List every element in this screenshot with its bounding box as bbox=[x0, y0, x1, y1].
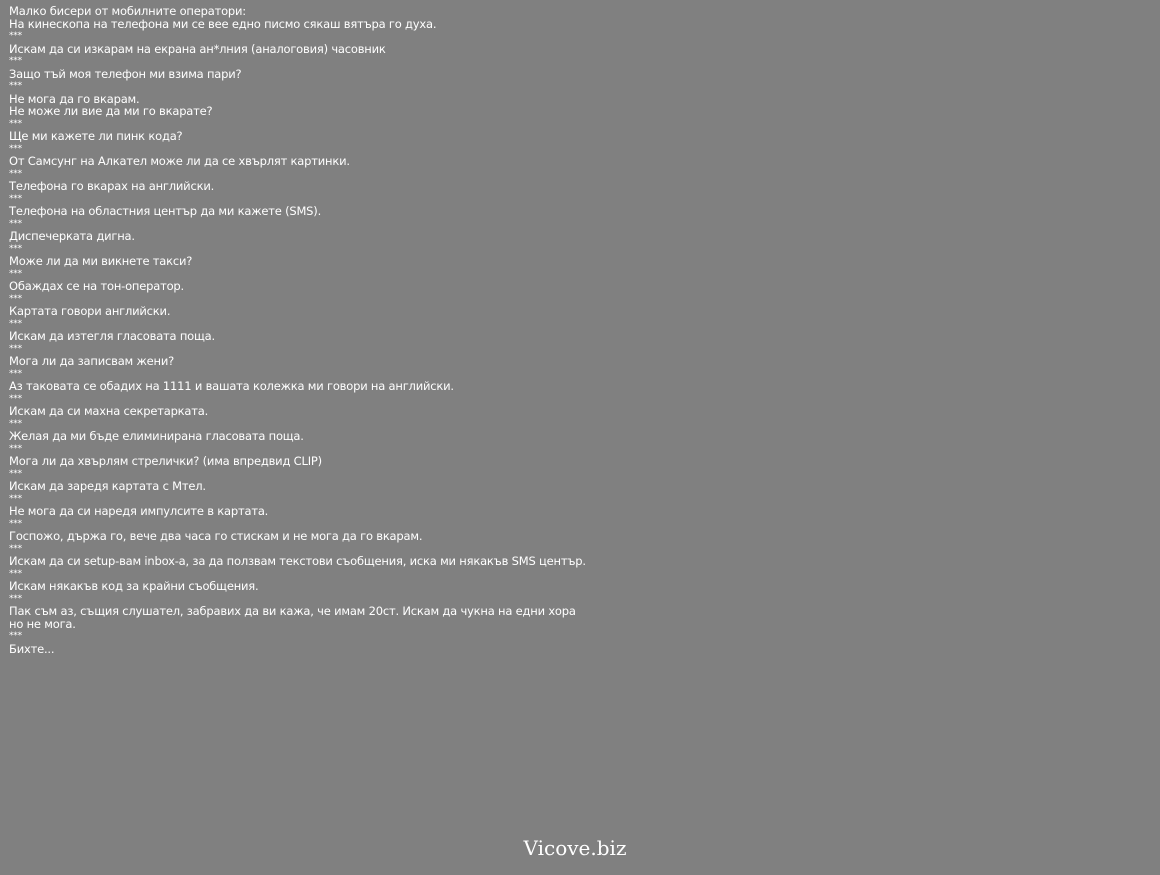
joke-line: Ще ми кажете ли пинк кода? bbox=[9, 129, 183, 143]
separator: *** bbox=[9, 193, 22, 204]
joke-line: Диспечерката дигна. bbox=[9, 229, 135, 243]
joke-line: Малко бисери от мобилните оператори: bbox=[9, 4, 246, 18]
separator: *** bbox=[9, 343, 22, 354]
joke-line: Искам да си махна секретарката. bbox=[9, 404, 209, 418]
joke-line: От Самсунг на Алкател може ли да се хвърлят картинки. bbox=[9, 154, 350, 168]
joke-line: Искам да изтегля гласовата поща. bbox=[9, 329, 215, 343]
separator: *** bbox=[9, 81, 22, 91]
joke-line: Аз таковата се обадих на 1111 и вашата колежка ми говори на английски. bbox=[9, 379, 454, 393]
separator: *** bbox=[9, 518, 22, 529]
joke-line: Искам някакъв код за крайни съобщения. bbox=[9, 579, 259, 593]
separator: *** bbox=[9, 143, 22, 154]
joke-line: Не мога да си наредя импулсите в картата. bbox=[9, 504, 269, 518]
joke-line: Картата говори английски. bbox=[9, 304, 171, 318]
joke-line: Искам да си setup-вам inbox-а, за да ползвам текстови съобщения, иска ми някакъв SMS център. bbox=[9, 554, 586, 568]
separator: *** bbox=[9, 368, 22, 379]
joke-line: Мога ли да записвам жени? bbox=[9, 354, 175, 368]
joke-line: Мога ли да хвърлям стрелички? (има впредвид CLIP) bbox=[9, 454, 322, 468]
joke-line: Госпожо, държа го, вече два часа го стискам и не мога да го вкарам. bbox=[9, 529, 423, 543]
separator: *** bbox=[9, 543, 22, 554]
separator: *** bbox=[9, 443, 22, 454]
joke-line: Не мога да го вкарам. bbox=[9, 91, 140, 106]
joke-line: Бихте... bbox=[9, 641, 55, 656]
separator: *** bbox=[9, 418, 22, 429]
separator: *** bbox=[9, 293, 22, 304]
joke-line: Пак съм аз, същия слушател, забравих да ви кажа, че имам 20ст. Искам да чукна на едни хора но не мога. bbox=[9, 604, 576, 631]
joke-line: На кинескопа на телефона ми се вее едно писмо сякаш вятъра го духа. bbox=[9, 16, 437, 31]
separator: *** bbox=[9, 31, 22, 41]
joke-line: Желая да ми бъде елиминирана гласовата поща. bbox=[9, 429, 304, 443]
separator: *** bbox=[9, 118, 22, 129]
separator: *** bbox=[9, 218, 22, 229]
joke-line: Обаждах се на тон-оператор. bbox=[9, 279, 184, 293]
joke-line: Може ли да ми викнете такси? bbox=[9, 254, 193, 268]
site-logo[interactable]: Vicove.biz bbox=[523, 836, 627, 860]
joke-line: Искам да заредя картата с Мтел. bbox=[9, 479, 206, 493]
joke-line: Не може ли вие да ми го вкарате? bbox=[9, 104, 213, 118]
separator: *** bbox=[9, 318, 22, 329]
joke-line: Искам да си изкарам на екрана ан*лния (аналоговия) часовник bbox=[9, 41, 386, 56]
joke-line: Телефона го вкарах на английски. bbox=[9, 179, 215, 193]
separator: *** bbox=[9, 493, 22, 504]
joke-line: Телефона на областния център да ми кажете (SMS). bbox=[9, 204, 322, 218]
separator: *** bbox=[9, 593, 22, 604]
joke-text bbox=[9, 5, 589, 655]
separator: *** bbox=[9, 56, 22, 66]
separator: *** bbox=[9, 168, 22, 179]
separator: *** bbox=[9, 468, 22, 479]
separator: *** bbox=[9, 268, 22, 279]
separator: *** bbox=[9, 393, 22, 404]
separator: *** bbox=[9, 243, 22, 254]
joke-line: Защо тъй моя телефон ми взима пари? bbox=[9, 66, 242, 81]
separator: *** bbox=[9, 568, 22, 579]
separator: *** bbox=[9, 631, 22, 641]
